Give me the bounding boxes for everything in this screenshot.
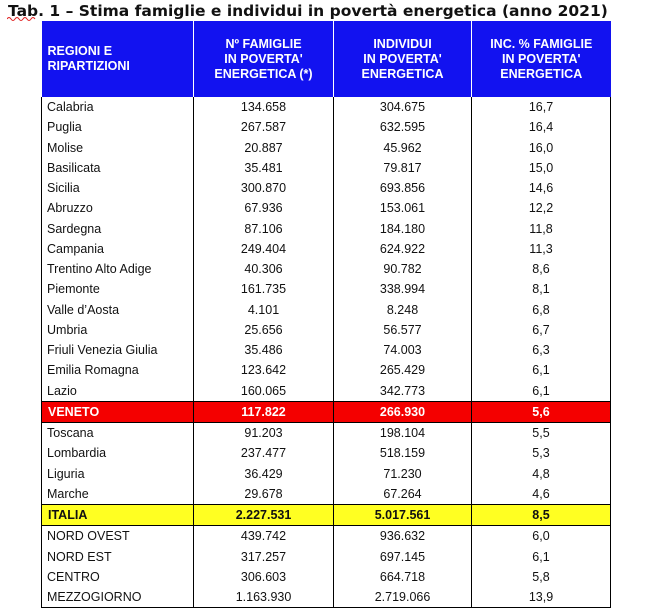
cell-individuals: 265.429 <box>334 360 472 380</box>
cell-families: 161.735 <box>194 279 334 299</box>
cell-region: CENTRO <box>42 567 194 587</box>
cell-individuals: 697.145 <box>334 547 472 567</box>
header-regions <box>42 21 194 97</box>
cell-region: Lazio <box>42 381 194 402</box>
cell-region: Toscana <box>42 423 194 444</box>
table-row <box>42 381 611 402</box>
cell-region: Puglia <box>42 117 194 137</box>
table-row <box>42 464 611 484</box>
cell-individuals: 518.159 <box>334 443 472 463</box>
cell-families: 40.306 <box>194 259 334 279</box>
cell-incidence: 12,2 <box>472 198 611 218</box>
cell-region: Sardegna <box>42 219 194 239</box>
table-row <box>42 340 611 360</box>
cell-incidence: 5,6 <box>472 401 611 422</box>
cell-individuals: 198.104 <box>334 423 472 444</box>
table-row <box>42 484 611 505</box>
header-individuals-line2: IN POVERTA' <box>363 51 442 66</box>
cell-individuals: 153.061 <box>334 198 472 218</box>
cell-region: Molise <box>42 138 194 158</box>
cell-region: Lombardia <box>42 443 194 463</box>
cell-incidence: 5,3 <box>472 443 611 463</box>
cell-individuals: 71.230 <box>334 464 472 484</box>
header-families-line2: IN POVERTA' <box>224 51 303 66</box>
spellcheck-underline <box>7 16 37 21</box>
cell-incidence: 5,5 <box>472 423 611 444</box>
table-row <box>42 526 611 547</box>
cell-incidence: 15,0 <box>472 158 611 178</box>
cell-region: Piemonte <box>42 279 194 299</box>
cell-incidence: 13,9 <box>472 587 611 608</box>
table-row <box>42 178 611 198</box>
cell-families: 300.870 <box>194 178 334 198</box>
cell-incidence: 6,0 <box>472 526 611 547</box>
table-row <box>42 423 611 444</box>
cell-region: Valle d’Aosta <box>42 300 194 320</box>
cell-region: Calabria <box>42 97 194 117</box>
table-row <box>42 138 611 158</box>
table-row <box>42 158 611 178</box>
cell-individuals: 56.577 <box>334 320 472 340</box>
cell-incidence: 5,8 <box>472 567 611 587</box>
cell-families: 123.642 <box>194 360 334 380</box>
table-row <box>42 587 611 608</box>
cell-individuals: 67.264 <box>334 484 472 505</box>
cell-incidence: 8,1 <box>472 279 611 299</box>
cell-individuals: 342.773 <box>334 381 472 402</box>
cell-individuals: 5.017.561 <box>334 505 472 526</box>
cell-families: 439.742 <box>194 526 334 547</box>
poverty-table <box>41 21 611 608</box>
cell-families: 20.887 <box>194 138 334 158</box>
cell-families: 249.404 <box>194 239 334 259</box>
table-row <box>42 505 611 526</box>
cell-region: Trentino Alto Adige <box>42 259 194 279</box>
cell-region: Sicilia <box>42 178 194 198</box>
cell-families: 36.429 <box>194 464 334 484</box>
cell-families: 4.101 <box>194 300 334 320</box>
cell-region: Liguria <box>42 464 194 484</box>
cell-individuals: 338.994 <box>334 279 472 299</box>
header-incidence-line1: INC. % FAMIGLIE <box>490 36 593 51</box>
cell-families: 25.656 <box>194 320 334 340</box>
cell-region: ITALIA <box>42 505 194 526</box>
table-body <box>42 97 611 608</box>
table-row <box>42 198 611 218</box>
table-row <box>42 443 611 463</box>
cell-individuals: 45.962 <box>334 138 472 158</box>
table-row <box>42 279 611 299</box>
cell-individuals: 74.003 <box>334 340 472 360</box>
cell-individuals: 304.675 <box>334 97 472 117</box>
cell-individuals: 632.595 <box>334 117 472 137</box>
header-individuals-line1: INDIVIDUI <box>373 36 432 51</box>
cell-region: Abruzzo <box>42 198 194 218</box>
cell-region: Emilia Romagna <box>42 360 194 380</box>
cell-individuals: 90.782 <box>334 259 472 279</box>
table-title: Tab. 1 – Stima famiglie e individui in povertà energetica (anno 2021) <box>8 2 608 20</box>
table-row <box>42 219 611 239</box>
table-row <box>42 401 611 422</box>
cell-incidence: 6,3 <box>472 340 611 360</box>
cell-individuals: 936.632 <box>334 526 472 547</box>
cell-families: 2.227.531 <box>194 505 334 526</box>
header-incidence-line3: ENERGETICA <box>500 66 583 81</box>
header-regions-line1: REGIONI E <box>47 44 113 58</box>
cell-incidence: 6,8 <box>472 300 611 320</box>
cell-incidence: 16,7 <box>472 97 611 117</box>
cell-families: 87.106 <box>194 219 334 239</box>
cell-families: 1.163.930 <box>194 587 334 608</box>
table-row <box>42 567 611 587</box>
cell-individuals: 624.922 <box>334 239 472 259</box>
table-row <box>42 259 611 279</box>
table-row <box>42 239 611 259</box>
cell-region: Friuli Venezia Giulia <box>42 340 194 360</box>
header-incidence-line2: IN POVERTA' <box>502 51 581 66</box>
cell-region: Campania <box>42 239 194 259</box>
cell-incidence: 14,6 <box>472 178 611 198</box>
header-families <box>194 21 334 97</box>
cell-incidence: 11,8 <box>472 219 611 239</box>
cell-region: NORD EST <box>42 547 194 567</box>
cell-individuals: 266.930 <box>334 401 472 422</box>
cell-individuals: 79.817 <box>334 158 472 178</box>
header-regions-line2: RIPARTIZIONI <box>47 59 130 73</box>
cell-families: 91.203 <box>194 423 334 444</box>
cell-incidence: 8,5 <box>472 505 611 526</box>
cell-incidence: 4,8 <box>472 464 611 484</box>
table-row <box>42 117 611 137</box>
cell-families: 267.587 <box>194 117 334 137</box>
cell-incidence: 16,4 <box>472 117 611 137</box>
table-row <box>42 300 611 320</box>
cell-incidence: 4,6 <box>472 484 611 505</box>
cell-region: Umbria <box>42 320 194 340</box>
cell-families: 35.486 <box>194 340 334 360</box>
header-individuals <box>334 21 472 97</box>
table-row <box>42 97 611 117</box>
header-row <box>42 21 611 97</box>
header-families-line3: ENERGETICA (*) <box>214 66 313 81</box>
header-families-line1: Nº FAMIGLIE <box>225 36 302 51</box>
table-row <box>42 547 611 567</box>
cell-individuals: 8.248 <box>334 300 472 320</box>
cell-incidence: 16,0 <box>472 138 611 158</box>
cell-individuals: 664.718 <box>334 567 472 587</box>
cell-families: 117.822 <box>194 401 334 422</box>
cell-incidence: 6,1 <box>472 547 611 567</box>
table-row <box>42 360 611 380</box>
cell-families: 237.477 <box>194 443 334 463</box>
cell-individuals: 184.180 <box>334 219 472 239</box>
cell-families: 306.603 <box>194 567 334 587</box>
cell-region: NORD OVEST <box>42 526 194 547</box>
header-incidence <box>472 21 611 97</box>
cell-families: 35.481 <box>194 158 334 178</box>
header-individuals-line3: ENERGETICA <box>361 66 444 81</box>
cell-incidence: 6,1 <box>472 360 611 380</box>
cell-families: 317.257 <box>194 547 334 567</box>
cell-incidence: 8,6 <box>472 259 611 279</box>
cell-region: VENETO <box>42 401 194 422</box>
cell-incidence: 6,1 <box>472 381 611 402</box>
cell-families: 67.936 <box>194 198 334 218</box>
cell-incidence: 6,7 <box>472 320 611 340</box>
table-row <box>42 320 611 340</box>
cell-region: Basilicata <box>42 158 194 178</box>
cell-region: MEZZOGIORNO <box>42 587 194 608</box>
cell-incidence: 11,3 <box>472 239 611 259</box>
cell-individuals: 2.719.066 <box>334 587 472 608</box>
cell-families: 160.065 <box>194 381 334 402</box>
cell-families: 29.678 <box>194 484 334 505</box>
cell-region: Marche <box>42 484 194 505</box>
cell-individuals: 693.856 <box>334 178 472 198</box>
cell-families: 134.658 <box>194 97 334 117</box>
